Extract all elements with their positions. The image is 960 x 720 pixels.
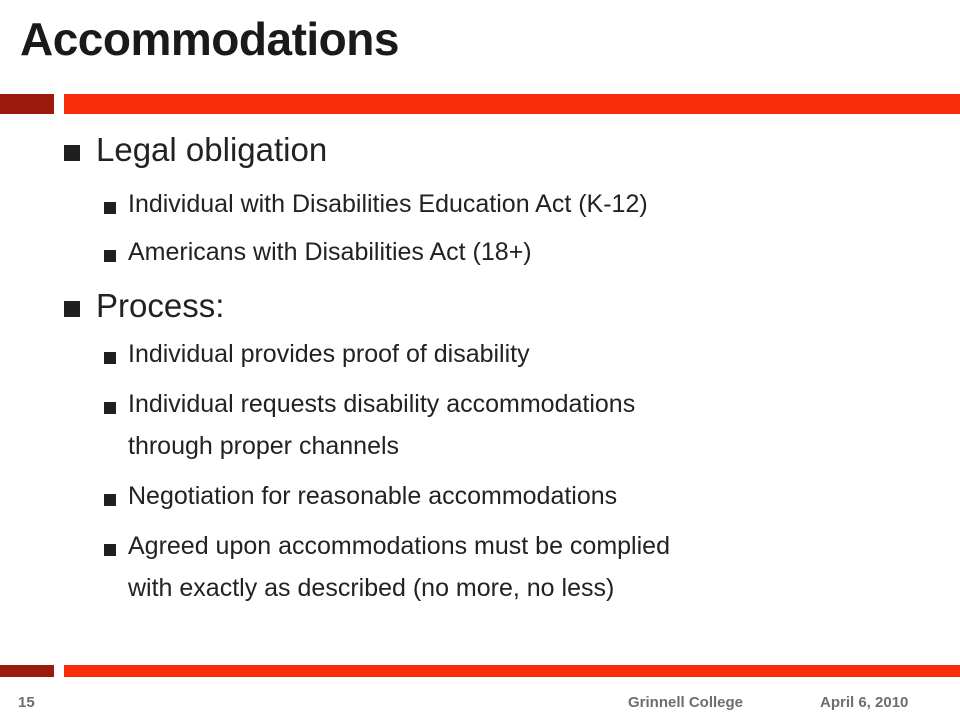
sub-bullet-agreed-continued: with exactly as described (no more, no less) (128, 574, 615, 602)
sub-bullet-negotiation: Negotiation for reasonable accommodations (128, 482, 618, 510)
sub-bullet-ada: Americans with Disabilities Act (18+) (128, 238, 532, 266)
footer-divider-dark-segment (0, 665, 54, 677)
bullet-square-icon (104, 202, 116, 214)
sub-bullet-idea: Individual with Disabilities Education Act (K-12) (128, 190, 648, 218)
sub-bullet-agreed: Agreed upon accommodations must be complied (128, 532, 670, 560)
bullet-process: Process: (96, 287, 225, 324)
bullet-square-icon (104, 250, 116, 262)
title-divider-dark-segment (0, 94, 54, 114)
page-number: 15 (18, 694, 35, 711)
sub-bullet-proof: Individual provides proof of disability (128, 340, 530, 368)
footer-divider-red-segment (64, 665, 960, 677)
bullet-square-icon (104, 352, 116, 364)
bullet-square-icon (64, 301, 80, 317)
footer-organization: Grinnell College (628, 694, 744, 711)
sub-bullet-requests-continued: through proper channels (128, 432, 400, 460)
bullet-square-icon (104, 544, 116, 556)
footer-date: April 6, 2010 (820, 694, 909, 711)
bullet-square-icon (104, 402, 116, 414)
bullet-square-icon (64, 145, 80, 161)
bullet-square-icon (104, 494, 116, 506)
sub-bullet-requests: Individual requests disability accommodations (128, 390, 636, 418)
bullet-legal-obligation: Legal obligation (96, 131, 328, 168)
title-divider-red-segment (64, 94, 960, 114)
slide-title: Accommodations (20, 13, 399, 65)
